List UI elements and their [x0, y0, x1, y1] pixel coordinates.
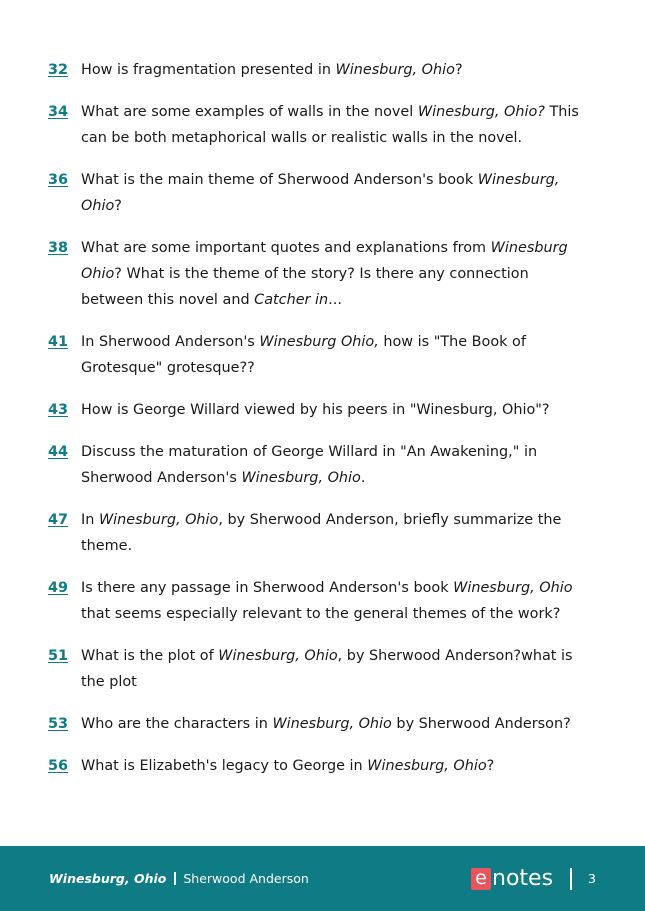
question-text [81, 172, 559, 214]
question-text-italic: Winesburg, Ohio [272, 716, 392, 732]
question-text [81, 580, 573, 622]
question-item [0, 507, 645, 559]
question-text-segment: How is fragmentation presented in [81, 62, 336, 78]
logo-wordmark: notes [492, 866, 554, 891]
question-text-segment: , by Sherwood Anderson?what is the plot [81, 648, 573, 690]
question-page-link[interactable]: 41 [48, 334, 69, 350]
question-text [81, 104, 579, 146]
question-text-italic: Winesburg, Ohio [335, 62, 455, 78]
question-text-segment: ? [486, 758, 495, 774]
question-text [81, 716, 571, 732]
question-text-segment: In Sherwood Anderson's [81, 334, 260, 350]
question-page-link[interactable]: 47 [48, 512, 69, 528]
question-text [81, 648, 573, 690]
question-item [0, 575, 645, 627]
question-text-segment: how is "The Book of Grotesque" grotesque?? [81, 334, 526, 376]
question-page-link[interactable]: 44 [48, 444, 69, 460]
question-item [0, 753, 645, 779]
question-text-italic: Catcher in [254, 292, 329, 308]
question-text-italic: Winesburg, Ohio [453, 580, 573, 596]
question-item [0, 167, 645, 219]
question-text-segment: This can be both metaphorical walls or realistic walls in the novel. [81, 104, 579, 146]
logo-e-mark: e [471, 868, 491, 890]
question-item [0, 643, 645, 695]
enotes-logo[interactable] [471, 867, 553, 891]
question-text-segment: What are some important quotes and explanations from [81, 240, 491, 256]
question-item [0, 439, 645, 491]
question-page-link[interactable]: 36 [48, 172, 69, 188]
question-text [81, 402, 550, 418]
page-number: 3 [588, 871, 596, 886]
question-text-italic: Winesburg Ohio [81, 240, 568, 282]
question-list [0, 57, 645, 795]
question-text-segment: What is Elizabeth's legacy to George in [81, 758, 368, 774]
question-item [0, 235, 645, 313]
question-page-link[interactable]: 34 [48, 104, 69, 120]
question-text-segment: Is there any passage in Sherwood Anderson's book [81, 580, 454, 596]
question-text-segment: ? [454, 62, 463, 78]
question-text-italic: Winesburg, Ohio? [417, 104, 545, 120]
question-text-italic: Winesburg, Ohio [367, 758, 487, 774]
question-text-segment: ... [328, 292, 342, 308]
question-text-italic: Winesburg, Ohio [81, 172, 560, 214]
question-text-segment: How is George Willard viewed by his peers in "Winesburg, Ohio"? [81, 402, 550, 418]
question-text [81, 334, 526, 376]
question-text-segment: ? [114, 198, 122, 214]
footer-divider [570, 868, 572, 890]
question-item [0, 397, 645, 423]
question-text-italic: Winesburg, Ohio [241, 470, 361, 486]
question-item [0, 99, 645, 151]
question-text-italic: Winesburg Ohio, [259, 334, 379, 350]
question-text-segment: Who are the characters in [81, 716, 273, 732]
footer-title [49, 871, 309, 887]
question-page-link[interactable]: 53 [48, 716, 69, 732]
question-page-link[interactable]: 38 [48, 240, 69, 256]
question-text [81, 758, 494, 774]
question-text-segment: . [360, 470, 366, 486]
question-text [81, 240, 568, 308]
question-text-segment: that seems especially relevant to the general themes of the work? [81, 606, 561, 622]
question-page-link[interactable]: 43 [48, 402, 69, 418]
question-text-italic: Winesburg, Ohio [98, 512, 219, 528]
question-text-italic: Winesburg, Ohio [218, 648, 338, 664]
question-text-segment: What are some examples of walls in the novel [81, 104, 418, 120]
page-footer [0, 846, 645, 911]
question-page-link[interactable]: 51 [48, 648, 69, 664]
question-page-link[interactable]: 56 [48, 758, 69, 774]
question-text-segment: What is the main theme of Sherwood Anderson's book [81, 172, 478, 188]
question-item [0, 57, 645, 83]
question-text-segment: by Sherwood Anderson? [391, 716, 571, 732]
footer-book-title: Winesburg, Ohio [49, 871, 167, 886]
question-text [81, 512, 561, 554]
question-text-segment: In [81, 512, 99, 528]
question-text [81, 62, 463, 78]
question-text-segment: Discuss the maturation of George Willard in "An Awakening," in Sherwood Anderson's [81, 444, 538, 486]
question-page-link[interactable]: 49 [48, 580, 69, 596]
question-text-segment: ? What is the theme of the story? Is there any connection between this novel and [81, 266, 529, 308]
question-text-segment: , by Sherwood Anderson, briefly summarize the theme. [81, 512, 562, 554]
question-text-segment: What is the plot of [81, 648, 219, 664]
question-page-link[interactable]: 32 [48, 62, 69, 78]
question-item [0, 711, 645, 737]
question-text [81, 444, 537, 486]
question-item [0, 329, 645, 381]
footer-separator [174, 872, 176, 885]
footer-author: Sherwood Anderson [183, 871, 309, 886]
